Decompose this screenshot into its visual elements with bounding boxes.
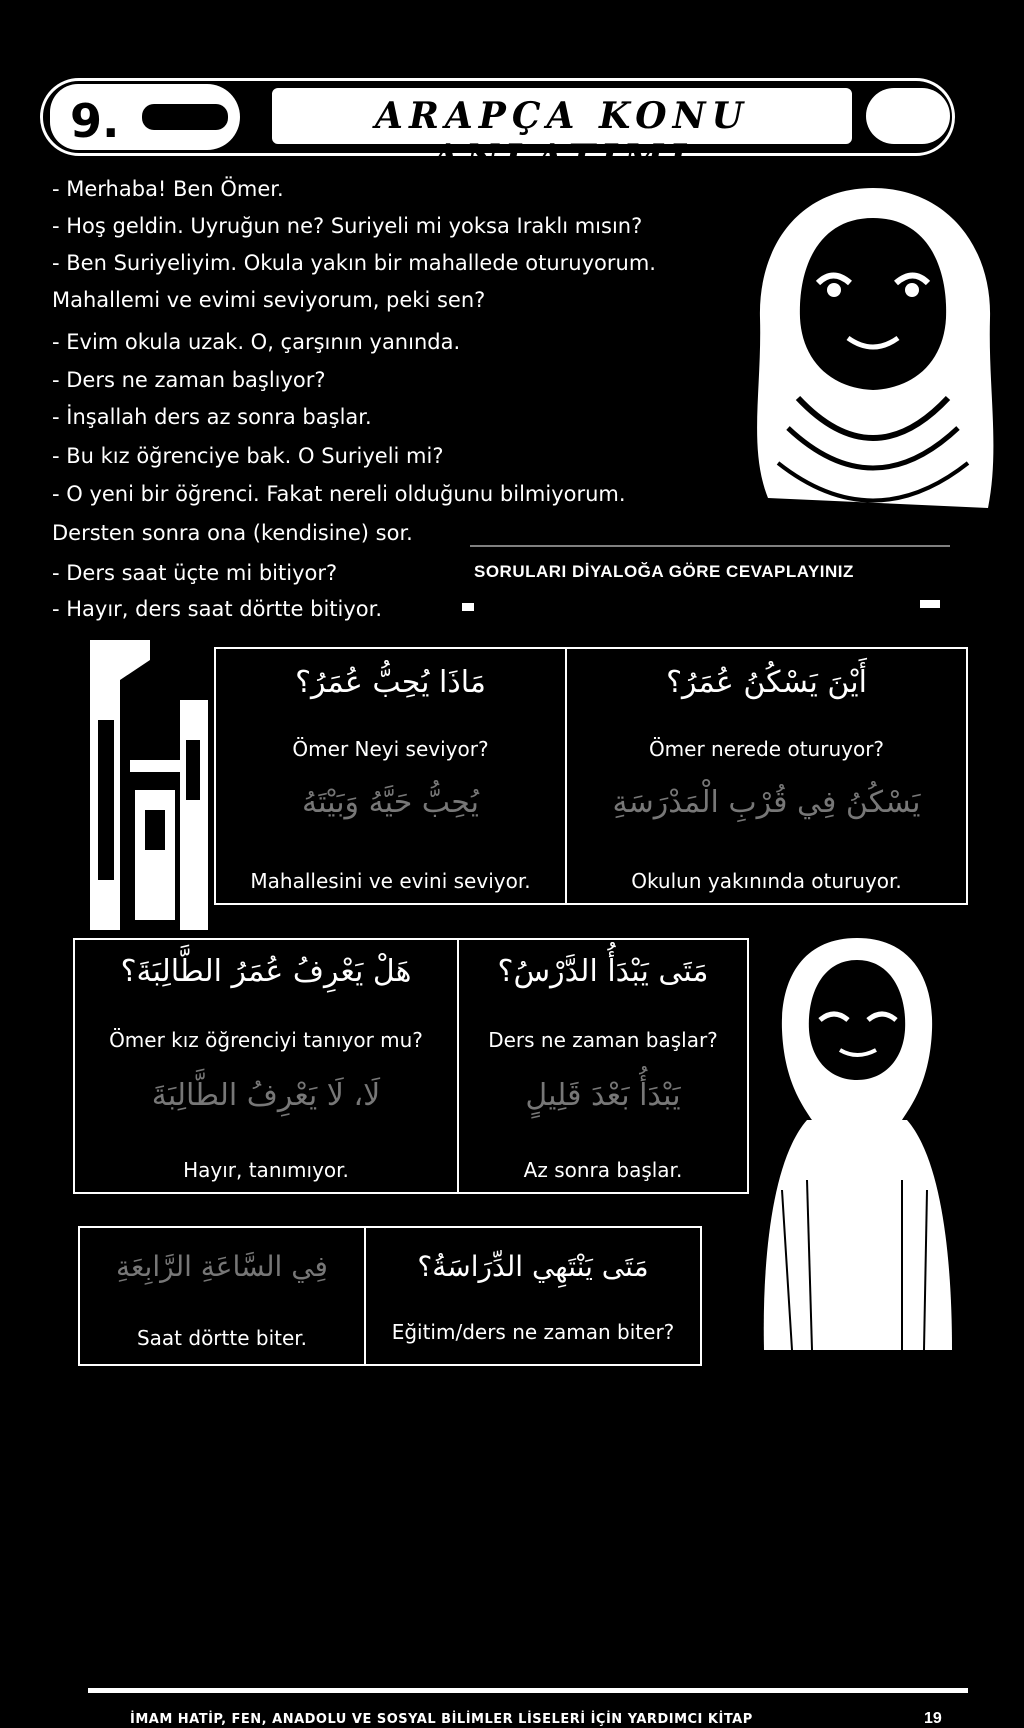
page-number: 19 (924, 1710, 942, 1727)
turkish-question: Ders ne zaman başlar? (488, 1028, 718, 1052)
decorative-icon (142, 104, 228, 130)
dialogue-line: - İnşallah ders az sonra başlar. (52, 405, 372, 429)
qa-box-row1 (214, 647, 968, 905)
dialogue-line: - Evim okula uzak. O, çarşının yanında. (52, 330, 461, 354)
dialogue-line: Dersten sonra ona (kendisine) sor. (52, 521, 413, 545)
turkish-question: Ömer nerede oturuyor? (648, 737, 885, 761)
turkish-answer: Hayır, tanımıyor. (183, 1158, 349, 1182)
header-cap (866, 88, 950, 144)
header-title-box (272, 88, 852, 179)
turkish-question: Ömer Neyi seviyor? (292, 737, 489, 761)
heading-mark (462, 603, 474, 611)
turkish-answer: Az sonra başlar. (523, 1158, 683, 1182)
turkish-answer: Mahallesini ve evini seviyor. (250, 869, 531, 893)
dialogue-line: - O yeni bir öğrenci. Fakat nereli olduğunu bilmiyorum. (52, 482, 626, 506)
heading-rule (470, 545, 950, 547)
arabic-answer: يَبْدَأُ بَعْدَ قَلِيلٍ (525, 1078, 681, 1113)
qa-cell-right (366, 1228, 700, 1364)
hijab-girl-illustration (738, 178, 1008, 538)
arabic-answer: يَسْكُنُ فِي قُرْبِ الْمَدْرَسَةِ (612, 785, 921, 820)
dialogue-line: - Hayır, ders saat dörtte bitiyor. (52, 597, 383, 621)
dialogue-line: - Bu kız öğrenciye bak. O Suriyeli mi? (52, 444, 444, 468)
chapter-number: 9. (70, 94, 120, 148)
dialogue-line: - Hoş geldin. Uyruğun ne? Suriyeli mi yoksa Iraklı mısın? (52, 214, 643, 238)
qa-cell-right (567, 649, 966, 903)
arabic-answer: يُحِبُّ حَيَّهُ وَبَيْتَهُ (302, 785, 479, 820)
footer-text: İMAM HATİP, FEN, ANADOLU VE SOSYAL BİLİMLER LİSELERİ İÇİN YARDIMCI KİTAP (130, 1712, 753, 1727)
chapter-badge (50, 84, 240, 150)
heading-mark (920, 600, 940, 608)
arabic-question: مَاذَا يُحِبُّ عُمَرُ؟ (295, 665, 486, 700)
turkish-answer: Okulun yakınında oturuyor. (631, 869, 902, 893)
qa-box-row3 (78, 1226, 702, 1366)
arabic-answer: فِي السَّاعَةِ الرَّابِعَةِ (116, 1250, 328, 1283)
street-illustration (80, 640, 220, 940)
turkish-question: Eğitim/ders ne zaman biter? (391, 1320, 675, 1344)
footer-rule (88, 1688, 968, 1693)
dialogue-line: - Ders ne zaman başlıyor? (52, 368, 326, 392)
qa-cell-left (80, 1228, 364, 1364)
arabic-question: أَيْنَ يَسْكُنُ عُمَرُ؟ (666, 665, 867, 700)
turkish-answer: Saat dörtte biter. (136, 1326, 308, 1350)
section-heading: SORULARI DİYALOĞA GÖRE CEVAPLAYINIZ (474, 562, 854, 581)
qa-box-row2 (73, 938, 749, 1194)
qa-cell-right (459, 940, 747, 1192)
page-title: ARAPÇA KONU ANLATIMI (375, 95, 749, 179)
student-girl-illustration (752, 930, 962, 1360)
arabic-answer: لَا، لَا يَعْرِفُ الطَّالِبَةَ (151, 1078, 381, 1113)
dialogue-line: Mahallemi ve evimi seviyorum, peki sen? (52, 288, 486, 312)
header-banner (40, 70, 960, 179)
arabic-question: مَتَى يَبْدَأُ الدَّرْسُ؟ (497, 954, 709, 989)
dialogue-line: - Merhaba! Ben Ömer. (52, 177, 284, 201)
qa-cell-left (216, 649, 565, 903)
qa-cell-left (75, 940, 457, 1192)
dialogue-line: - Ben Suriyeliyim. Okula yakın bir mahallede oturuyorum. (52, 251, 656, 275)
dialogue-line: - Ders saat üçte mi bitiyor? (52, 561, 338, 585)
arabic-question: مَتَى يَنْتَهِي الدِّرَاسَةُ؟ (417, 1250, 649, 1283)
turkish-question: Ömer kız öğrenciyi tanıyor mu? (109, 1028, 423, 1052)
arabic-question: هَلْ يَعْرِفُ عُمَرُ الطَّالِبَةَ؟ (120, 954, 412, 989)
